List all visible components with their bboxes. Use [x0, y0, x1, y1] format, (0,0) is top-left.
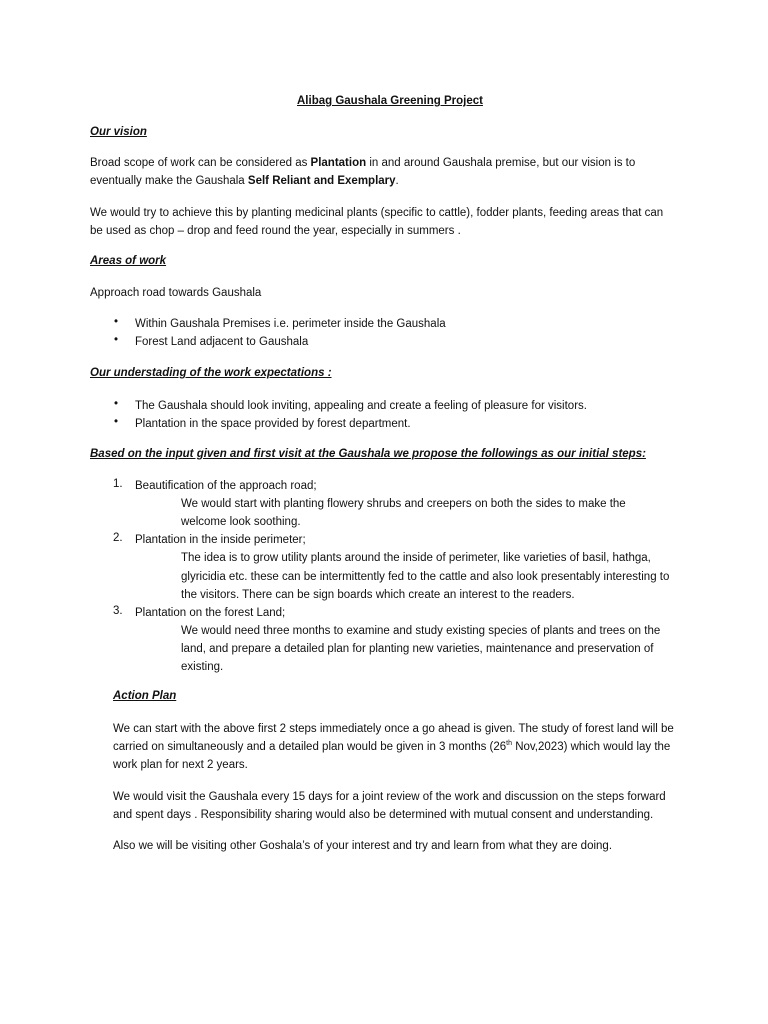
- step-description-line: existing.: [181, 661, 224, 673]
- action-paragraph-1-line-1: We can start with the above first 2 steps immediately once a go ahead is given. The study of forest land will be: [113, 723, 674, 735]
- areas-intro: Approach road towards Gaushala: [90, 287, 262, 299]
- action-plan-heading: Action Plan: [113, 690, 177, 702]
- areas-heading: Areas of work: [90, 255, 167, 267]
- areas-item: Forest Land adjacent to Gaushala: [135, 336, 309, 348]
- step-description-line: We would start with planting flowery shrubs and creepers on both the sides to make the: [181, 498, 626, 510]
- action-paragraph-1-line-3: work plan for next 2 years.: [113, 759, 248, 771]
- areas-item: Within Gaushala Premises i.e. perimeter inside the Gaushala: [135, 318, 446, 330]
- step-description-line: glyricidia etc. these can be intermittently fed to the cattle and also look presentably interesting to: [181, 571, 670, 583]
- step-title: Plantation in the inside perimeter;: [135, 534, 306, 546]
- vision-heading: Our vision: [90, 126, 147, 138]
- expectations-item: The Gaushala should look inviting, appealing and create a feeling of pleasure for visitors.: [135, 400, 587, 412]
- step-number: 1.: [113, 478, 123, 490]
- step-description-line: We would need three months to examine and study existing species of plants and trees on the: [181, 625, 661, 637]
- vision-paragraph-2-line-2: be used as chop – drop and feed round the year, especially in summers .: [90, 225, 461, 237]
- bullet-icon: •: [114, 398, 119, 410]
- step-description-line: land, and prepare a detailed plan for planting new varieties, maintenance and preservation of: [181, 643, 654, 655]
- action-paragraph-3: Also we will be visiting other Goshala’s of your interest and try and learn from what they are doing.: [113, 840, 613, 852]
- expectations-item: Plantation in the space provided by forest department.: [135, 418, 411, 430]
- step-description-line: the visitors. There can be sign boards which create an interest to the readers.: [181, 589, 575, 601]
- step-number: 2.: [113, 532, 123, 544]
- vision-paragraph-1-line-2: eventually make the Gaushala Self Reliant and Exemplary.: [90, 175, 399, 187]
- document-title: Alibag Gaushala Greening Project: [297, 95, 483, 107]
- step-number: 3.: [113, 605, 123, 617]
- vision-paragraph-1-line-1: Broad scope of work can be considered as Plantation in and around Gaushala premise, but our vision is to: [90, 157, 636, 169]
- action-paragraph-2-line-1: We would visit the Gaushala every 15 days for a joint review of the work and discussion on the steps forward: [113, 791, 666, 803]
- action-paragraph-2-line-2: and spent days . Responsibility sharing would also be determined with mutual consent and understanding.: [113, 809, 654, 821]
- step-description-line: welcome look soothing.: [181, 516, 301, 528]
- bullet-icon: •: [114, 316, 119, 328]
- step-description-line: The idea is to grow utility plants around the inside of perimeter, like varieties of basil, hathga,: [181, 552, 651, 564]
- step-title: Beautification of the approach road;: [135, 480, 317, 492]
- action-paragraph-1-line-2: carried on simultaneously and a detailed plan would be given in 3 months (26th Nov,2023) which would lay the: [113, 740, 671, 753]
- steps-heading: Based on the input given and first visit at the Gaushala we propose the followings as our initial steps:: [90, 448, 646, 460]
- step-title: Plantation on the forest Land;: [135, 607, 286, 619]
- bullet-icon: •: [114, 416, 119, 428]
- bullet-icon: •: [114, 334, 119, 346]
- expectations-heading: Our understading of the work expectations :: [90, 367, 332, 379]
- vision-paragraph-2-line-1: We would try to achieve this by planting medicinal plants (specific to cattle), fodder plants, feeding areas that can: [90, 207, 664, 219]
